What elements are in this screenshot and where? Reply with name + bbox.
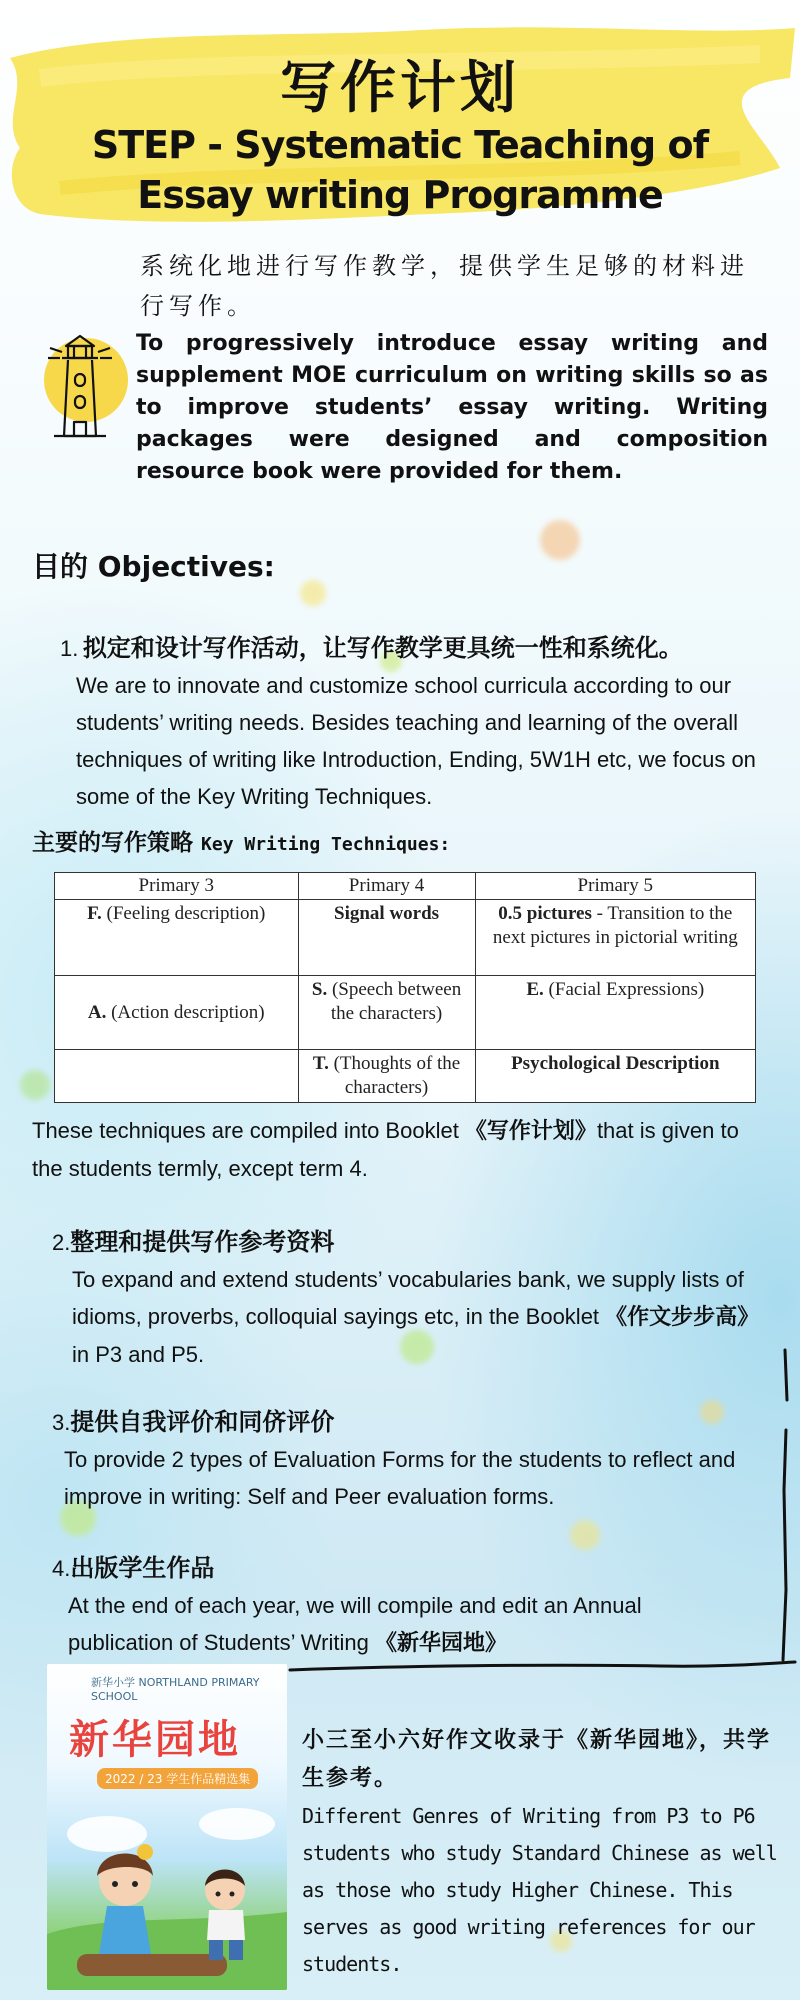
column-header: Primary 4 (298, 873, 475, 900)
table-header-row (55, 873, 756, 900)
table-row (55, 900, 756, 976)
cover-school-name: 新华小学 NORTHLAND PRIMARY SCHOOL (91, 1676, 260, 1703)
item-heading: 出版学生作品 (70, 1554, 215, 1582)
bokeh-dot (20, 1070, 50, 1100)
intro-english: To progressively introduce essay writing and supplement MOE curriculum on writing skills so as to improve students’ essay writing. Writing packages were designed and composition resource book were provided for them. (136, 331, 768, 484)
table-row (55, 1050, 756, 1103)
bokeh-dot (540, 520, 580, 560)
item-number: 4. (52, 1556, 71, 1581)
column-header: Primary 3 (55, 873, 299, 900)
objectives-heading: 目的 Objectives: (32, 550, 275, 583)
column-header: Primary 5 (475, 873, 755, 900)
table-cell: F. (Feeling description) (55, 900, 299, 976)
cover-illustration (47, 1794, 287, 1990)
cover-title: 新华园地 (69, 1717, 241, 1763)
key-techniques-heading-cn: 主要的写作策略 (32, 830, 193, 856)
item-number: 3. (52, 1410, 71, 1435)
publication-description (302, 1722, 792, 1983)
table-cell: Psychological Description (475, 1050, 755, 1103)
table-cell: S. (Speech between the characters) (298, 976, 475, 1050)
objective-item-1 (60, 628, 772, 815)
table-cell (55, 1050, 299, 1103)
key-techniques-heading-en: Key Writing Techniques: (201, 834, 451, 855)
table-cell: E. (Facial Expressions) (475, 976, 755, 1050)
item-body: At the end of each year, we will compile and edit an Annual publication of Students’ Writing 《新华园地》 (68, 1593, 642, 1656)
booklet-note-text: These techniques are compiled into Booklet (32, 1118, 465, 1143)
intro-chinese: 系统化地进行写作教学，提供学生足够的材料进行写作。 (140, 252, 749, 320)
lighthouse-icon (30, 328, 130, 448)
key-techniques-heading (32, 824, 450, 857)
table-cell: T. (Thoughts of the characters) (298, 1050, 475, 1103)
publication-cover-image (47, 1664, 287, 1990)
item-body: To provide 2 types of Evaluation Forms for the students to reflect and improve in writing: Self and Peer evaluation forms. (64, 1447, 736, 1509)
hand-drawn-frame (280, 1340, 800, 1680)
item-heading: 拟定和设计写作活动，让写作教学更具统一性和系统化。 (82, 634, 683, 662)
booklet-note (32, 1112, 772, 1187)
item-number: 1. (60, 636, 79, 661)
page-title-en: STEP - Systematic Teaching of Essay writing Programme (91, 123, 709, 217)
techniques-table (54, 872, 756, 1103)
table-row (55, 976, 756, 1050)
publication-description-en: Different Genres of Writing from P3 to P6 students who study Standard Chinese as well as those who study Higher Chinese. This serves as good writing references for our students. (302, 1804, 777, 1976)
table-cell: Signal words (298, 900, 475, 976)
item-number: 2. (52, 1230, 71, 1255)
item-heading: 整理和提供写作参考资料 (70, 1228, 335, 1256)
item-heading: 提供自我评价和同侪评价 (70, 1408, 335, 1436)
booklet-title: 《写作计划》 (464, 1119, 597, 1144)
item-body: To expand and extend students’ vocabularies bank, we supply lists of idioms, proverbs, colloquial sayings etc, in the Booklet 《作文步步高》in P3 and P5. (72, 1267, 760, 1367)
bokeh-dot (300, 580, 326, 606)
cover-year-badge: 2022 / 23 学生作品精选集 (97, 1768, 258, 1789)
table-cell: A. (Action description) (55, 976, 299, 1050)
booklet-note-text-end: that is given to the students termly, except term 4. (32, 1118, 739, 1181)
item-body: We are to innovate and customize school curricula according to our students’ writing needs. Besides teaching and learning of the overall techniques of writing like Introduction, Ending, 5W1H etc, we focus on some of the Key Writing Techniques. (76, 673, 756, 809)
page-title-cn: 写作计划 (280, 56, 520, 121)
table-cell: 0.5 pictures - Transition to the next pictures in pictorial writing (475, 900, 755, 976)
publication-description-cn: 小三至小六好作文收录于《新华园地》，共学生参考。 (302, 1728, 772, 1791)
